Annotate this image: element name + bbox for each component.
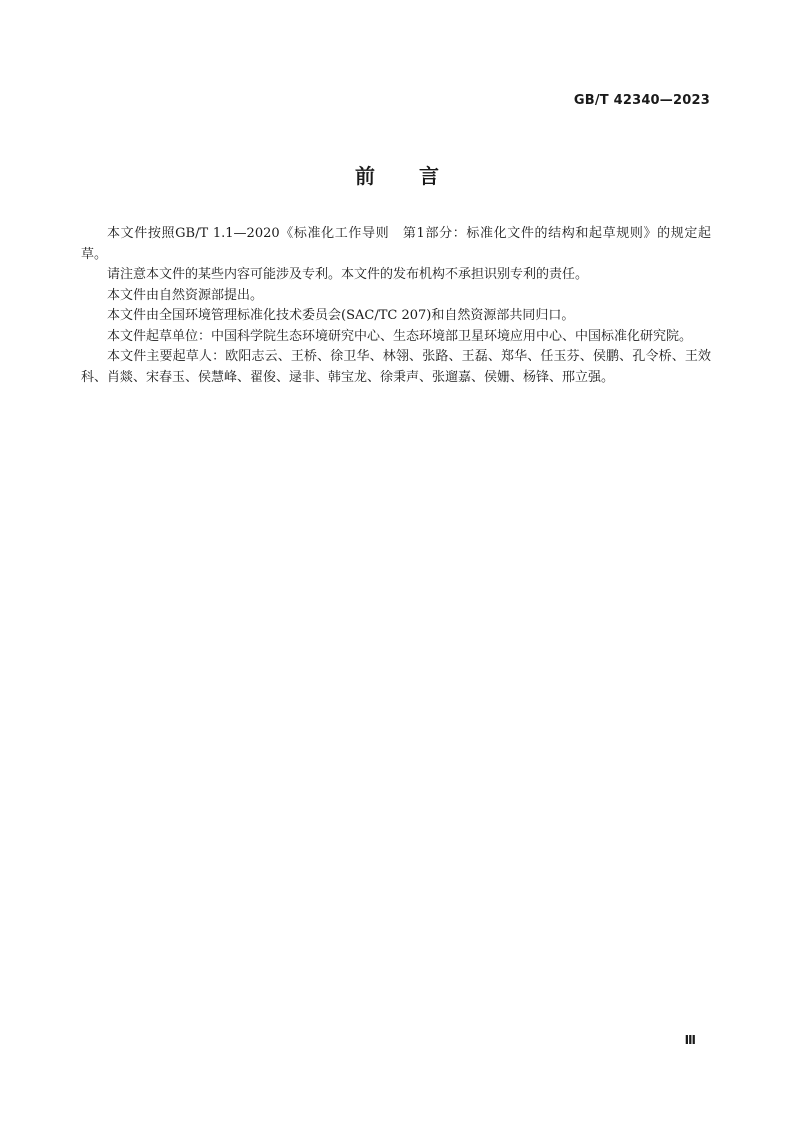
page-number: Ⅲ bbox=[684, 1033, 696, 1047]
paragraph-proposer: 本文件由自然资源部提出。 bbox=[107, 287, 264, 303]
document-number: GB/T 42340—2023 bbox=[573, 93, 710, 108]
paragraph-centralized-administration: 本文件由全国环境管理标准化技术委员会(SAC/TC 207)和自然资源部共同归口。 bbox=[107, 308, 575, 323]
paragraph-drafting-organizations: 本文件起草单位：中国科学院生态环境研究中心、生态环境部卫星环境应用中心、中国标准化研究院。 bbox=[107, 328, 693, 344]
paragraph-drafters: 本文件主要起草人：欧阳志云、王桥、徐卫华、林翎、张路、王磊、郑华、任玉芬、侯鹏、孔令桥、王效科、肖燚、宋春玉、侯慧峰、翟俊、逯非、韩宝龙、徐秉声、张遛嘉、侯姗、杨锋、邢立强。 bbox=[81, 349, 711, 385]
page-title: 前言 bbox=[355, 164, 483, 188]
foreword-body bbox=[81, 224, 711, 388]
paragraph-patent-notice: 请注意本文件的某些内容可能涉及专利。本文件的发布机构不承担识别专利的责任。 bbox=[107, 267, 589, 282]
paragraph-drafting-rules: 本文件按照GB/T 1.1—2020《标准化工作导则 第1部分：标准化文件的结构和起草规则》的规定起草。 bbox=[81, 226, 711, 262]
